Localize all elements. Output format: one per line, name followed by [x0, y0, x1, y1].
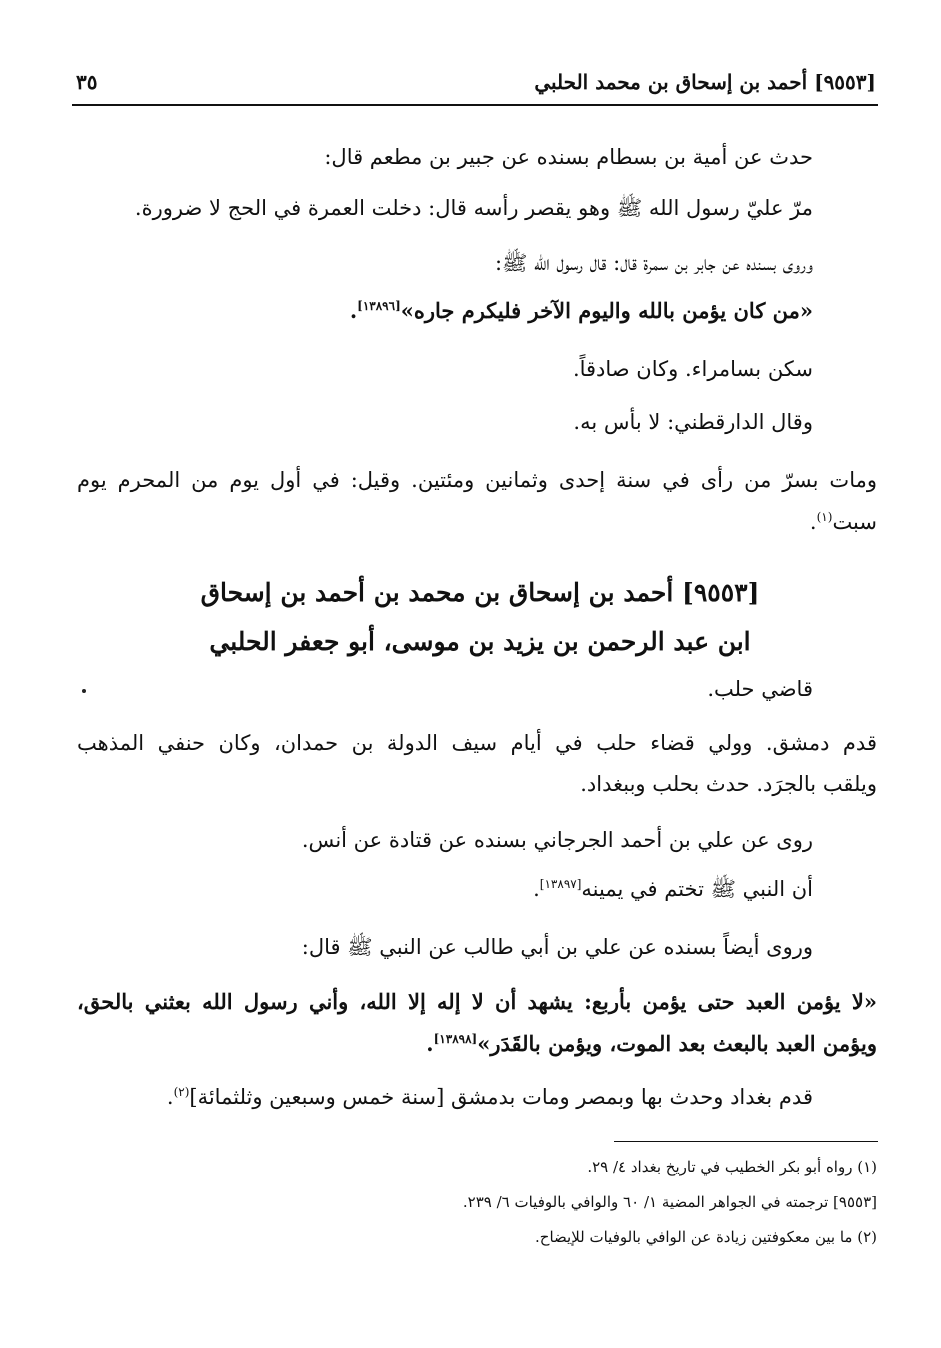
paragraph-6-line-1: ومات بسرّ من رأى في سنة إحدى وثمانين ومئتين. وقيل: في أول يوم من المحرم يوم: [77, 468, 877, 492]
paragraph-6-line-2: سبت$^{(١)}$.: [809, 510, 877, 534]
paragraph-5: وقال الدارقطني: لا بأس به.: [573, 410, 813, 434]
paragraph-8-line-2: ويلقب بالجرَد. حدث بحلب وببغداد.: [580, 772, 877, 796]
page-number: ٣٥: [76, 70, 98, 94]
footnote-1: (١) رواه أبو بكر الخطيب في تاريخ بغداد ٤/ ٢٩.: [587, 1158, 877, 1176]
paragraph-4: سكن بسامراء. وكان صادقاً.: [572, 357, 813, 381]
paragraph-9: روى عن علي بن أحمد الجرجاني بسنده عن قتادة عن أنس.: [301, 828, 813, 852]
paragraph-10: أن النبي ﷺ تختم في يمينه[١٣٨٩٧].: [533, 877, 813, 901]
paragraph-11: وروى أيضاً بسنده عن علي بن أبي طالب عن النبي ﷺ قال:: [301, 935, 813, 959]
paragraph-12-text: قدم بغداد وحدث بها وبمصر ومات بدمشق [سنة خمس وسبعين وثلثمائة]: [189, 1085, 813, 1109]
footnote-ref-2: (٢): [173, 1085, 190, 1099]
footnote-entry: [٩٥٥٣] ترجمته في الجواهر المضية ١/ ٦٠ والوافي بالوفيات ٦/ ٢٣٩.: [462, 1193, 877, 1211]
footnote-separator: [614, 1141, 878, 1142]
entry-heading-line-2: ابن عبد الرحمن بن يزيد بن موسى، أبو جعفر الحلبي: [209, 627, 751, 656]
paragraph-10-text: أن النبي ﷺ تختم في يمينه: [581, 877, 813, 901]
paragraph-1: حدث عن أمية بن بسطام بسنده عن جبير بن مطعم قال:: [324, 145, 813, 169]
paragraph-8-line-1: قدم دمشق. وولي قضاء حلب في أيام سيف الدولة بن حمدان، وكان حنفي المذهب: [77, 731, 877, 755]
hadith-2-line-1: «لا يؤمن العبد حتى يؤمن بأربع: يشهد أن لا إله إلا الله، وأني رسول الله بعثني بالحق،: [77, 989, 877, 1014]
page-header: [72, 64, 878, 106]
hadith-1-ref: [١٣٨٩٦]: [357, 299, 401, 313]
paragraph-12: قدم بغداد وحدث بها وبمصر ومات بدمشق [سنة خمس وسبعين وثلثمائة]$^{(٢)}$.: [166, 1085, 813, 1109]
paragraph-2: مرّ عليّ رسول الله ﷺ وهو يقصر رأسه قال: دخلت العمرة في الحج لا ضرورة.: [134, 196, 813, 220]
hadith-1-text: «من كان يؤمن بالله واليوم الآخر فليكرم جاره»: [400, 298, 813, 323]
ink-dot: [82, 689, 86, 693]
hadith-2-end-text: ويؤمن العبد بالبعث بعد الموت، ويؤمن بالقَدَر»: [477, 1031, 877, 1056]
paragraph-10-ref: [١٣٨٩٧]: [539, 877, 582, 891]
running-title: [٩٥٥٣] أحمد بن إسحاق بن محمد الحلبي: [534, 70, 876, 94]
footnote-ref-1: (١): [816, 510, 833, 524]
paragraph-3: وروى بسنده عن جابر بن سمرة قال: قال رسول الله ﷺ:: [494, 251, 813, 275]
hadith-2-ref: [١٣٨٩٨]: [433, 1032, 478, 1046]
hadith-1: «من كان يؤمن بالله واليوم الآخر فليكرم جاره»[١٣٨٩٦].: [349, 298, 813, 323]
hadith-2-line-2: ويؤمن العبد بالبعث بعد الموت، ويؤمن بالقَدَر»[١٣٨٩٨].: [426, 1031, 877, 1056]
paragraph-6-end-text: سبت: [832, 510, 877, 534]
paragraph-7: قاضي حلب.: [707, 677, 813, 701]
footnote-2: (٢) ما بين معكوفتين زيادة عن الوافي بالوفيات للإيضاح.: [535, 1228, 877, 1246]
entry-heading-line-1: [٩٥٥٣] أحمد بن إسحاق بن محمد بن أحمد بن إسحاق: [200, 578, 760, 607]
